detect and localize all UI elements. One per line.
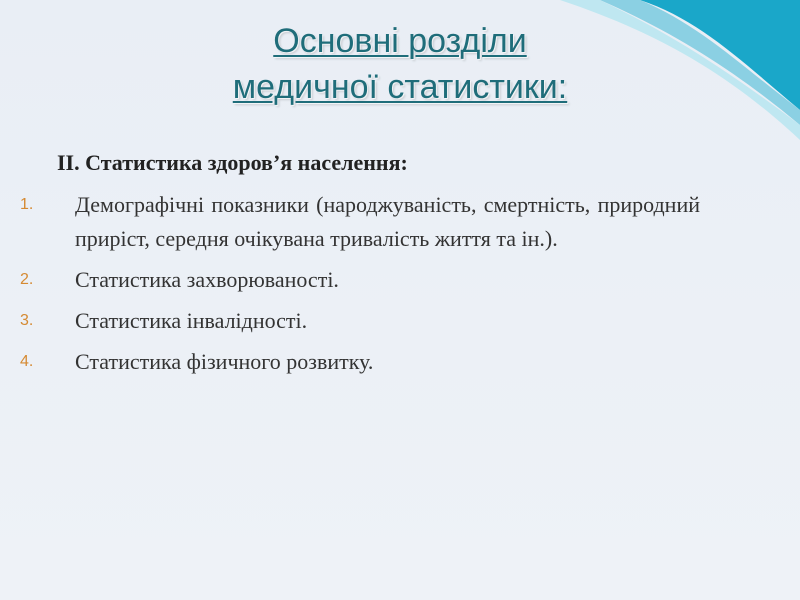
section-heading: ІІ. Статистика здоров’я населення: <box>57 150 408 175</box>
list-text: Статистика захворюваності. <box>75 267 339 292</box>
list-text: Демографічні показники (народжуваність, смертність, природний приріст, середня очікувана тривалість життя та ін.). <box>75 192 700 251</box>
slide-title-line-1: Основні розділи <box>273 22 527 60</box>
list-text: Статистика фізичного розвитку. <box>75 349 374 374</box>
list-item <box>20 188 700 256</box>
list-text: Статистика інвалідності. <box>75 308 308 333</box>
list-item <box>20 304 700 338</box>
list-item <box>20 263 700 297</box>
list-number: 1. <box>20 196 34 213</box>
slide-title-line-2: медичної статистики: <box>232 68 568 106</box>
slide-title <box>120 18 680 110</box>
list-number: 4. <box>20 353 34 370</box>
list-number: 3. <box>20 312 34 329</box>
list-number: 2. <box>20 271 34 288</box>
list-item <box>20 345 700 379</box>
statistics-list <box>20 188 700 386</box>
